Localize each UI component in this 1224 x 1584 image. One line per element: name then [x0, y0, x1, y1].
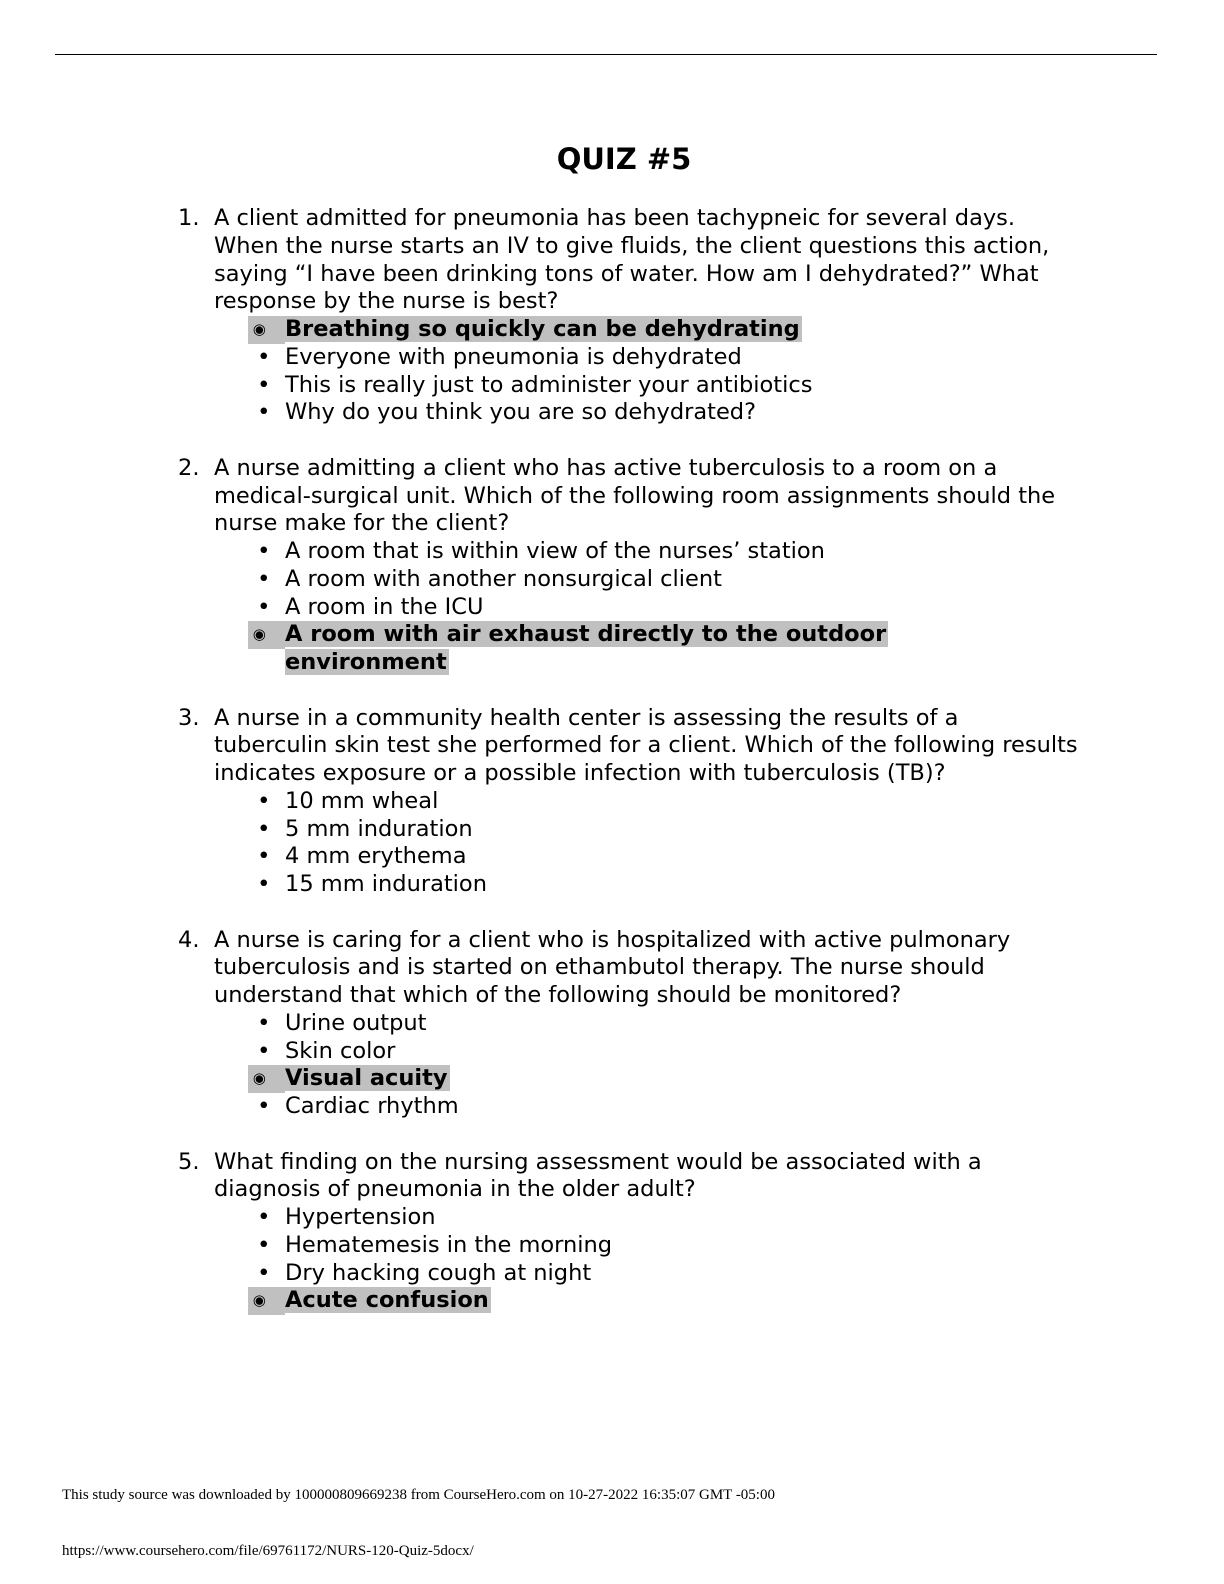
- answer-option: [178, 788, 1078, 816]
- question: [178, 205, 1078, 427]
- question: [178, 1149, 1078, 1316]
- download-notice: This study source was downloaded by 100000809669238 from CourseHero.com on 10-27-2022 16:35:07 GMT -05:00: [62, 1487, 775, 1503]
- bullet-icon: •: [250, 1009, 271, 1036]
- answer-option: [178, 1093, 1078, 1121]
- answer-option: [178, 871, 1078, 899]
- correct-answer-option: [178, 621, 1078, 677]
- question-number: 2.: [178, 454, 200, 481]
- bullet-icon: •: [250, 538, 271, 564]
- option-text: 4 mm erythema: [285, 843, 467, 870]
- option-text: A room in the ICU: [285, 593, 484, 620]
- bullet-icon: •: [250, 1204, 271, 1230]
- option-text: A room with air exhaust directly to the outdoor environment: [285, 621, 887, 675]
- answer-option: [178, 1232, 1078, 1260]
- page-title: QUIZ #5: [556, 142, 692, 176]
- option-text: Urine output: [285, 1009, 427, 1036]
- answer-options: [178, 316, 1078, 427]
- question: [178, 927, 1078, 1121]
- option-text: Skin color: [285, 1037, 396, 1064]
- question-number: 5.: [178, 1148, 200, 1175]
- option-text: A room that is within view of the nurses’ station: [285, 538, 825, 564]
- answer-option: [178, 816, 1078, 844]
- selected-bullet-icon: ◉: [248, 1287, 285, 1315]
- question-stem: What finding on the nursing assessment would be associated with a diagnosis of pneumonia in the older adult?: [214, 1148, 982, 1203]
- answer-option: [178, 1038, 1078, 1066]
- answer-options: [178, 1010, 1078, 1121]
- answer-options: [178, 538, 1078, 677]
- bullet-icon: •: [250, 1093, 271, 1119]
- bullet-icon: •: [250, 787, 271, 814]
- bullet-icon: •: [250, 565, 271, 592]
- selected-bullet-icon: ◉: [248, 1065, 285, 1093]
- question-number: 4.: [178, 926, 200, 953]
- option-text: Hypertension: [285, 1204, 436, 1230]
- correct-answer-option: [178, 1287, 1078, 1315]
- answer-option: [178, 566, 1078, 594]
- answer-option: [178, 1204, 1078, 1232]
- option-text: This is really just to administer your antibiotics: [285, 371, 813, 398]
- selected-bullet-icon: ◉: [248, 621, 285, 649]
- option-text: 10 mm wheal: [285, 787, 439, 814]
- bullet-icon: •: [250, 343, 271, 370]
- question: [178, 705, 1078, 899]
- question-stem: A client admitted for pneumonia has been tachypneic for several days. When the nurse starts an IV to give fluids, the client questions this action, saying “I have been drinking tons of water. How am I dehydrated?” What response by the nurse is best?: [214, 205, 1050, 315]
- option-text: Dry hacking cough at night: [285, 1259, 592, 1286]
- bullet-icon: •: [250, 1259, 271, 1286]
- correct-answer-option: [178, 1065, 1078, 1093]
- quiz-questions: [178, 205, 1078, 1343]
- answer-option: [178, 372, 1078, 400]
- answer-options: [178, 788, 1078, 899]
- option-text: 15 mm induration: [285, 871, 487, 897]
- option-text: Acute confusion: [285, 1287, 489, 1314]
- bullet-icon: •: [250, 871, 271, 897]
- question: [178, 455, 1078, 677]
- answer-option: [178, 399, 1078, 427]
- option-text: Hematemesis in the morning: [285, 1231, 613, 1258]
- answer-option: [178, 1260, 1078, 1288]
- header-rule: [55, 54, 1157, 55]
- option-text: Why do you think you are so dehydrated?: [285, 399, 757, 426]
- bullet-icon: •: [250, 815, 271, 842]
- source-url[interactable]: https://www.coursehero.com/file/69761172/NURS-120-Quiz-5docx/: [62, 1543, 474, 1559]
- answer-option: [178, 843, 1078, 871]
- answer-option: [178, 344, 1078, 372]
- option-text: Everyone with pneumonia is dehydrated: [285, 343, 742, 370]
- bullet-icon: •: [250, 843, 271, 870]
- question-stem: A nurse in a community health center is assessing the results of a tuberculin skin test she performed for a client. Which of the following results indicates exposure or a possible infection with tuberculosis (TB)?: [214, 704, 1078, 786]
- bullet-icon: •: [250, 371, 271, 398]
- answer-options: [178, 1204, 1078, 1315]
- answer-option: [178, 594, 1078, 622]
- bullet-icon: •: [250, 1037, 271, 1064]
- option-text: Cardiac rhythm: [285, 1093, 459, 1119]
- bullet-icon: •: [250, 399, 271, 426]
- correct-answer-option: [178, 316, 1078, 344]
- option-text: Breathing so quickly can be dehydrating: [285, 316, 800, 342]
- question-stem: A nurse admitting a client who has active tuberculosis to a room on a medical-surgical unit. Which of the following room assignments should the nurse make for the client?: [214, 454, 1056, 537]
- answer-option: [178, 1010, 1078, 1038]
- question-number: 1.: [178, 205, 200, 231]
- question-stem: A nurse is caring for a client who is hospitalized with active pulmonary tuberculosis and is started on ethambutol therapy. The nurse should understand that which of the following should be monitored?: [214, 926, 1011, 1008]
- option-text: Visual acuity: [285, 1065, 448, 1092]
- selected-bullet-icon: ◉: [248, 316, 285, 344]
- answer-option: [178, 538, 1078, 566]
- option-text: 5 mm induration: [285, 815, 473, 842]
- bullet-icon: •: [250, 1231, 271, 1258]
- bullet-icon: •: [250, 593, 271, 620]
- option-text: A room with another nonsurgical client: [285, 565, 722, 592]
- question-number: 3.: [178, 704, 200, 731]
